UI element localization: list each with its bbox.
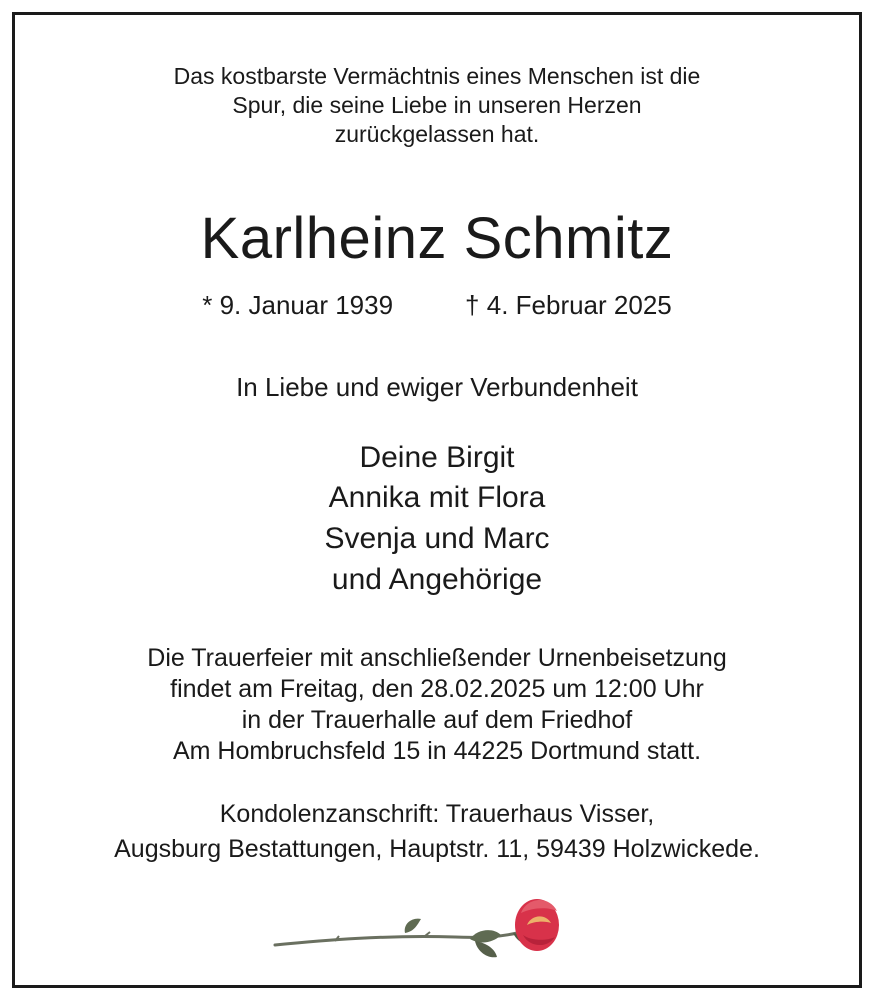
service-line-2: findet am Freitag, den 28.02.2025 um 12:00 Uhr <box>170 675 704 703</box>
motto-line-2: Spur, die seine Liebe in unseren Herzen <box>232 92 642 118</box>
obituary-notice <box>12 12 862 988</box>
service-line-1: Die Trauerfeier mit anschließender Urnenbeisetzung <box>147 644 727 672</box>
dedication: In Liebe und ewiger Verbundenheit <box>236 372 638 402</box>
mourner-4: und Angehörige <box>331 563 543 596</box>
motto-line-3: zurückgelassen hat. <box>334 121 540 147</box>
deceased-name: Karlheinz Schmitz <box>200 206 674 271</box>
service-line-4: Am Hombruchsfeld 15 in 44225 Dortmund statt. <box>172 737 702 765</box>
condolence-line-2: Augsburg Bestattungen, Hauptstr. 11, 59439 Holzwickede. <box>114 835 760 863</box>
condolence-line-1: Kondolenzanschrift: Trauerhaus Visser, <box>219 800 655 828</box>
death-date: † 4. Februar 2025 <box>465 290 672 320</box>
life-dates <box>15 290 859 320</box>
mourner-2: Annika mit Flora <box>328 481 546 514</box>
service-line-3: in der Trauerhalle auf dem Friedhof <box>241 706 633 734</box>
mourner-1: Deine Birgit <box>359 441 515 474</box>
motto-line-1: Das kostbarste Vermächtnis eines Menschen ist die <box>173 63 701 89</box>
mourner-3: Svenja und Marc <box>324 522 550 555</box>
rose-icon <box>265 885 565 970</box>
birth-date: * 9. Januar 1939 <box>202 290 394 320</box>
